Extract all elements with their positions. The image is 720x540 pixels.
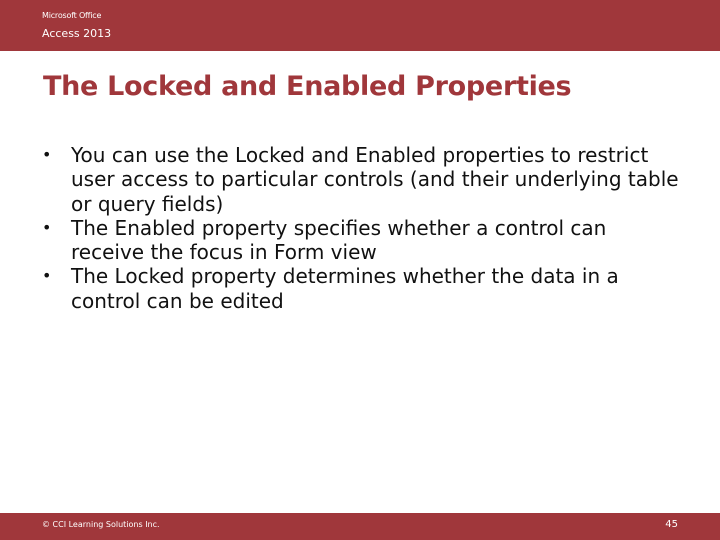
bullet-dot-icon: •	[42, 145, 52, 164]
product-name: Microsoft Office	[42, 11, 102, 20]
bullet-list	[42, 143, 682, 313]
application-name: Access 2013	[42, 27, 112, 40]
bullet-item	[42, 143, 682, 216]
header-bar	[0, 0, 720, 51]
page-number: 45	[665, 519, 678, 530]
bullet-text: The Enabled property specifies whether a control can receive the focus in Form view	[71, 215, 607, 265]
bullet-text: You can use the Locked and Enabled properties to restrict user access to particular controls (and their underlying table or query fields)	[71, 143, 679, 216]
bullet-item	[42, 216, 682, 265]
bullet-dot-icon: •	[42, 266, 52, 286]
copyright-text: © CCI Learning Solutions Inc.	[42, 520, 160, 529]
bullet-text: The Locked property determines whether the data in a control can be edited	[71, 264, 619, 313]
slide-title: The Locked and Enabled Properties	[43, 71, 572, 102]
bullet-item	[42, 264, 682, 313]
bullet-dot-icon: •	[42, 217, 52, 237]
